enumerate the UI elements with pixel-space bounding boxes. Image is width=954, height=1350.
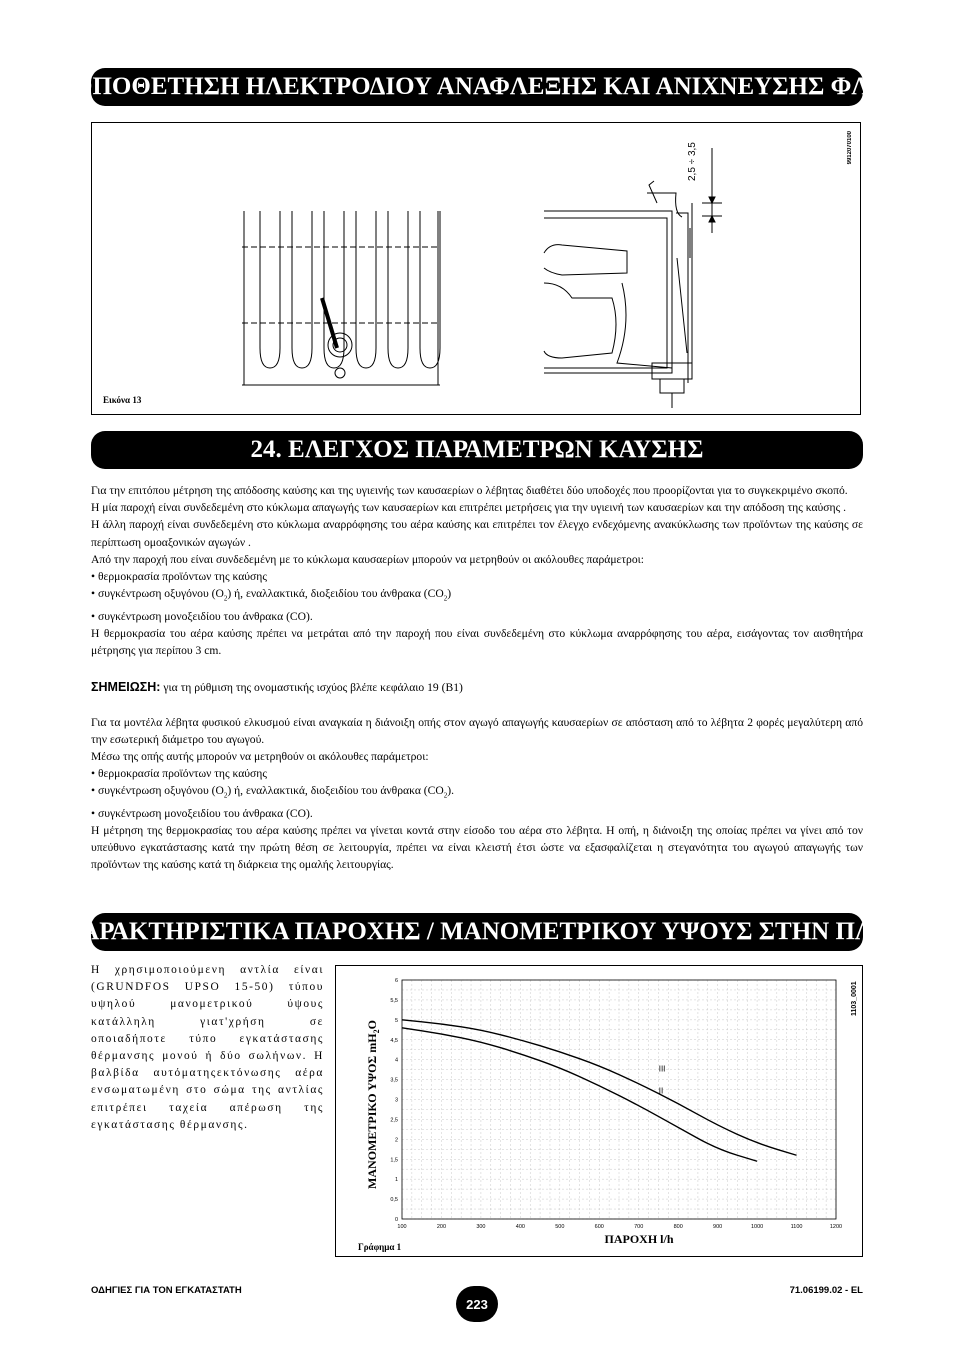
y-tick-label: 0 [394, 1217, 398, 1223]
note: ΣΗΜΕΙΩΣΗ: για τη ρύθμιση της ονομαστικής ισχύος βλέπε κεφάλαιο 19 (B1) [91, 680, 463, 695]
page-number: 223 [456, 1286, 498, 1322]
paragraph: Η μέτρηση της θερμοκρασίας του αέρα καύσης πρέπει να γίνεται κοντά στην είσοδο του αέρα στο λέβητα. Η οπή, η διάνοιξη της οποίας πρέπει να γίνει από τον υπεύθυνο εγκατάστασης κατά την πρώτη θέση σε λειτουργία, πρέπει να είναι κλειστή έτσι ώστε να εξασφαλίζεται η στεγανότητα του αγωγού απαγωγής των προϊόντων της καύσης κατά τη διάρκεια της ομαλής λειτουργίας. [91, 824, 863, 872]
series-label-III: III [658, 1064, 666, 1074]
bullet-item: • συγκέντρωση μονοξειδίου του άνθρακα (CO). [91, 806, 313, 820]
y-axis-label: ΜΑΝΟΜΕΤΡΙΚΟ ΥΨΟΣ $mH_2O$ [365, 1020, 381, 1189]
paragraph: Η θερμοκρασία του αέρα καύσης πρέπει να μετράται από την παροχή που είναι συνδεδεμένη στο κύκλωμα αναρρόφησης του αέρα, εισάγοντας τον αισθητήρα μέτρησης για περίπου 3 cm. [91, 626, 863, 658]
x-tick-label: 200 [436, 1224, 447, 1230]
figure-13 [91, 122, 861, 415]
pump-curve-graph [335, 965, 863, 1257]
y-tick-label: 1 [394, 1177, 398, 1184]
bullet-item: • συγκέντρωση οξυγόνου $(O_2)$ ή, εναλλακτικά, διοξειδίου του άνθρακα $(CO_2)$. [91, 784, 455, 800]
figure-caption: Εικόνα 13 [103, 395, 142, 405]
bullet-item: • συγκέντρωση οξυγόνου $(O_2)$ ή, εναλλακτικά, διοξειδίου του άνθρακα $(CO_2)$ [91, 587, 452, 603]
paragraph: Μέσω της οπής αυτής μπορούν να μετρηθούν οι ακόλουθες παράμετροι: [91, 749, 429, 763]
note-label: ΣΗΜΕΙΩΣΗ: [91, 680, 161, 695]
y-tick-label: 2,5 [390, 1117, 398, 1124]
y-tick-label: 3 [394, 1097, 398, 1104]
y-tick-label: 0,5 [390, 1197, 398, 1204]
bullet-item: • συγκέντρωση μονοξειδίου του άνθρακα (CO). [91, 609, 313, 623]
paragraph: Η άλλη παροχή είναι συνδεδεμένη στο κύκλωμα αναρρόφησης του αέρα καύσης και επιτρέπει τον έλεγχο ενδεχόμενης ανακύκλωσης των προϊόντων της καύσης σε περίπτωση ομοαξονικών αγωγών . [91, 518, 863, 549]
series-label-II: II [658, 1086, 664, 1096]
x-tick-label: 700 [634, 1224, 644, 1230]
x-tick-label: 400 [515, 1224, 525, 1230]
y-tick-label: 2 [394, 1137, 398, 1144]
y-tick-label: 4,5 [390, 1037, 398, 1044]
x-tick-label: 300 [476, 1224, 486, 1230]
section-23-title: 23. ΤΟΠΟΘΕΤΗΣΗ ΗΛΕΚΤΡΟΔΙΟΥ ΑΝΑΦΛΕΞΗΣ ΚΑΙ ΑΝΙΧΝΕΥΣΗΣ ΦΛΟΓΑΣ [91, 68, 863, 106]
paragraph: Από την παροχή που είναι συνδεδεμένη με το κύκλωμα καυσαερίων μπορούν να μετρηθούν οι ακόλουθες παράμετροι: [91, 552, 644, 566]
x-tick-label: 1200 [829, 1224, 843, 1230]
footer-right: 71.06199.02 - EL [789, 1285, 863, 1296]
graph-code: 1103_0001 [851, 981, 858, 1016]
figure-code: 9912070100 [847, 131, 853, 165]
x-tick-label: 600 [594, 1224, 604, 1230]
bullet-item: • θερμοκρασία προϊόντων της καύσης [91, 570, 267, 584]
footer-left: ΟΔΗΓΙΕΣ ΓΙΑ ΤΟΝ ΕΓΚΑΤΑΣΤΑΤΗ [91, 1285, 242, 1296]
y-tick-label: 6 [394, 978, 398, 984]
dimension-label: 2,5 ÷ 3,5 [687, 142, 698, 181]
paragraph: Για την επιτόπου μέτρηση της απόδοσης καύσης και της υγιεινής των καυσαερίων ο λέβητας διαθέτει δύο υποδοχές που προορίζονται για το συγκεκριμένο σκοπό. [91, 484, 848, 497]
x-tick-label: 100 [397, 1224, 407, 1230]
y-tick-label: 3,5 [390, 1077, 398, 1084]
paragraph: Η μία παροχή είναι συνδεδεμένη στο κύκλωμα απαγωγής των καυσαερίων και επιτρέπει μετρήσεις για την υγιεινή των καυσαερίων και την απόδοση της καύσης . [91, 501, 846, 515]
pump-curve-chart [336, 966, 864, 1258]
y-tick-label: 1,5 [390, 1157, 398, 1164]
section-24-body [91, 482, 863, 874]
y-tick-label: 5,5 [390, 997, 398, 1004]
x-tick-label: 800 [673, 1224, 683, 1230]
x-tick-label: 1100 [790, 1224, 803, 1230]
y-tick-label: 4 [394, 1057, 398, 1064]
x-axis-label: ΠΑΡΟΧΗ l/h [604, 1232, 674, 1246]
pump-description: Η χρησιμοποιούμενη αντλία είναι (GRUNDFOS UPSO 15-50) τύπου υψηλού μανομετρικού ύψους κατάλληλη γιατ'χρήση σε οποιαδήποτε τύπο εγκατάστασης θέρμανσης μονού ή δύο σωλήνων. Η βαλβίδα αυτόματηςεκτόνωσης αέρα ενσωματωμένη στο σώμα της αντλίας επιτρέπει ταχεία απέρωση της εγκατάστασης θέρμανσης. [91, 964, 324, 1131]
electrode-drawing [92, 123, 862, 416]
paragraph: Για τα μοντέλα λέβητα φυσικού ελκυσμού είναι αναγκαία η διάνοιξη οπής στον αγωγό απαγωγής καυσαερίων σε απόσταση από το λέβητα 2 φορές μεγαλύτερη από την εσωτερική διάμετρο του αγωγού. [91, 715, 863, 746]
graph-caption: Γράφημα 1 [358, 1242, 402, 1252]
section-24-title: 24. ΕΛΕΓΧΟΣ ΠΑΡΑΜΕΤΡΩΝ ΚΑΥΣΗΣ [91, 431, 863, 469]
x-tick-label: 500 [555, 1224, 565, 1230]
y-tick-label: 5 [394, 1017, 398, 1024]
section-25-title: 25. ΧΑΡΑΚΤΗΡΙΣΤΙΚΑ ΠΑΡΟΧΗΣ / ΜΑΝΟΜΕΤΡΙΚΟΥ ΥΨΟΥΣ ΣΤΗΝ ΠΛΑΚΑ [91, 913, 863, 951]
x-tick-label: 900 [713, 1224, 723, 1230]
bullet-item: • θερμοκρασία προϊόντων της καύσης [91, 767, 267, 781]
x-tick-label: 1000 [750, 1224, 764, 1230]
